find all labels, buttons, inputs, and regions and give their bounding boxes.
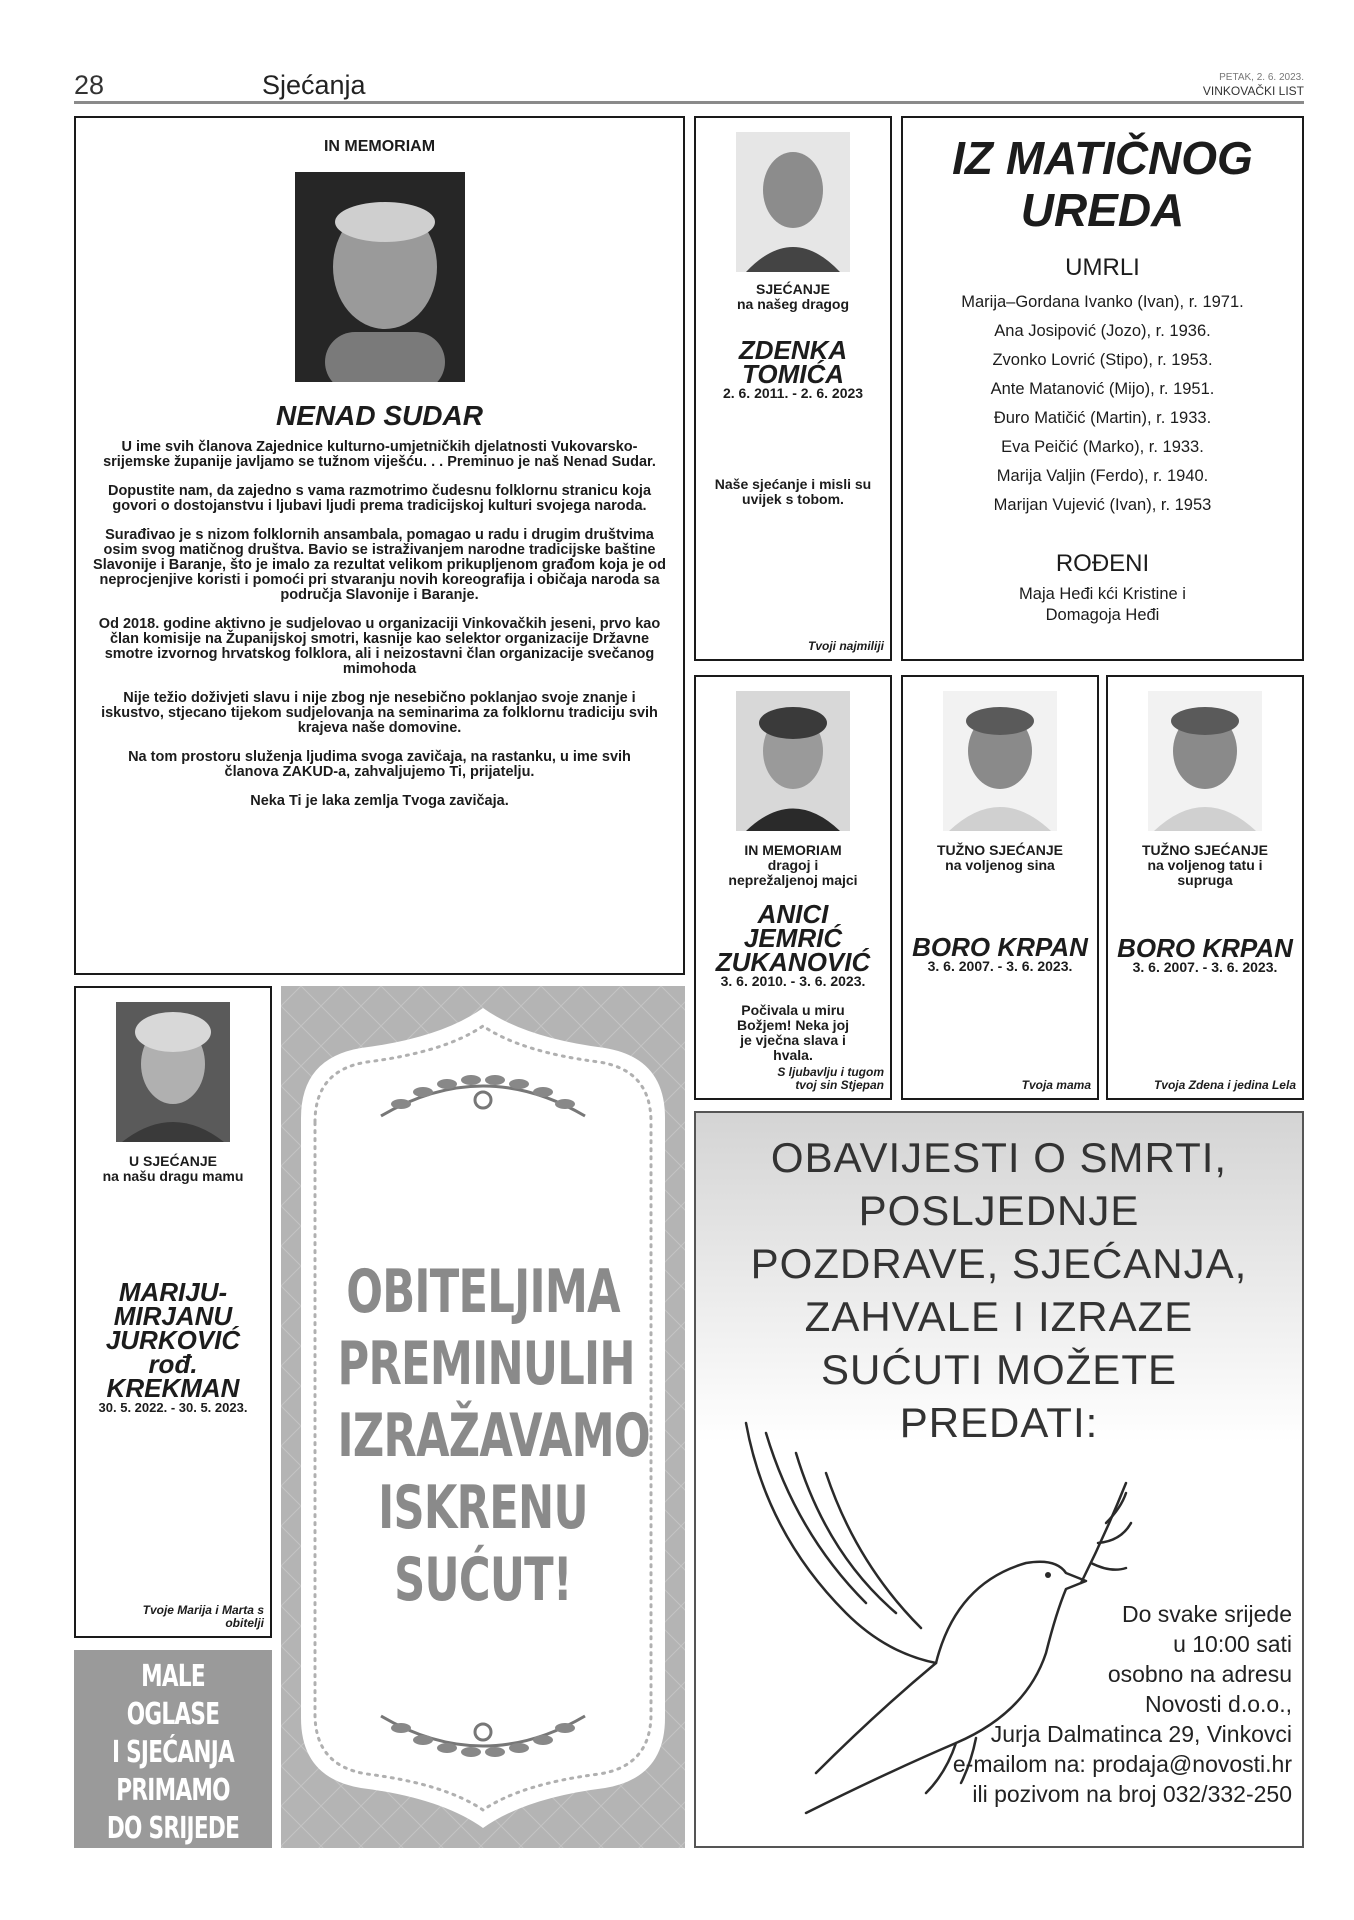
memorial-text [76, 432, 683, 809]
condolence-message [281, 1256, 685, 1616]
memorial-heading: IN MEMORIAM [323, 138, 436, 155]
issue-date: PETAK, 2. 6. 2023. [1219, 72, 1304, 83]
condolence-line: PREMINULIH [337, 1329, 635, 1399]
paper-name: VINKOVAČKI LIST [1202, 84, 1304, 98]
memorial-dates: 3. 6. 2007. - 3. 6. 2023. [927, 958, 1073, 974]
notice-headline: OBAVIJESTI O SMRTI, POSLJEDNJE POZDRAVE, SJEĆANJA, ZAHVALE I IZRAZE SUĆUTI MOŽETE PREDATI: [750, 1134, 1248, 1446]
deceased-name: ZDENKA TOMIĆA [738, 335, 848, 389]
detail-line: osobno na adresu [1107, 1661, 1292, 1687]
condolence-line: SUĆUT! [394, 1545, 572, 1615]
page-number: 28 [74, 70, 105, 100]
list-item: Eva Peičić (Marko), r. 1933. [1001, 438, 1204, 456]
memorial-dates: 3. 6. 2007. - 3. 6. 2023. [1132, 959, 1278, 975]
memorial-paragraph: U ime svih članova Zajednice kulturno-umjetničkih djelatnosti Vukovarsko-srijemske županije javljamo se tužnom viješću. . . Preminuo je naš Nenad Sudar. [103, 439, 656, 470]
deceased-name: ANICI JEMRIĆ ZUKANOVIĆ [715, 899, 871, 977]
memorial-subheading: na našu dragu mamu [102, 1168, 244, 1184]
submission-details [953, 1599, 1292, 1809]
memorial-signature: Tvoja mama [1021, 1078, 1091, 1092]
portrait-photo [736, 691, 850, 831]
memorial-zdenko-tomic [694, 116, 892, 661]
memorial-dates: 3. 6. 2010. - 3. 6. 2023. [720, 973, 866, 989]
ad-line: U 10 SATI [118, 1849, 228, 1884]
memorial-heading: IN MEMORIAM [744, 842, 842, 858]
list-item: Marija–Gordana Ivanko (Ivan), r. 1971. [961, 293, 1244, 311]
section-title: Sjećanja [262, 70, 366, 100]
memorial-paragraph: Na tom prostoru služenja ljudima svoga zavičaja, na rastanku, u ime svih članova ZAKUD-a, zahvaljujemo Ti, prijatelju. [128, 749, 631, 780]
memorial-nenad-sudar [74, 116, 685, 975]
detail-line: Novosti d.o.o., [1144, 1691, 1292, 1717]
list-item: Zvonko Lovrić (Stipo), r. 1953. [992, 351, 1213, 369]
registry-title: IZ MATIČNOG UREDA [952, 132, 1253, 236]
deaths-heading: UMRLI [1065, 254, 1140, 281]
memorial-dates: 30. 5. 2022. - 30. 5. 2023. [98, 1400, 248, 1415]
portrait-photo [116, 1002, 230, 1142]
memorial-signature: S ljubavlju i tugom tvoj sin Stjepan [777, 1065, 884, 1092]
memorial-signature: Tvoji najmiliji [807, 639, 884, 653]
memorial-text: Naše sjećanje i misli su uvijek s tobom. [714, 476, 872, 507]
deceased-name: BORO KRPAN [912, 932, 1088, 962]
deceased-name: BORO KRPAN [1117, 933, 1293, 963]
portrait-photo [943, 691, 1057, 831]
memorial-heading: TUŽNO SJEĆANJE [1141, 842, 1269, 858]
births-text: Maja Heđi kći Kristine i Domagoja Heđi [1019, 585, 1186, 624]
registry-office-box [901, 116, 1304, 661]
memorial-text: Počivala u miru Božjem! Neka joj je vječna slava i hvala. [736, 1002, 850, 1063]
memorial-subheading: na našeg dragog [736, 296, 850, 312]
classifieds-ad [74, 1650, 272, 1884]
memorial-heading: SJEĆANJE [756, 281, 830, 297]
list-item: Marijan Vujević (Ivan), r. 1953 [993, 496, 1212, 514]
submission-notice [694, 1111, 1304, 1848]
ad-line: I SJEĆANJA [111, 1735, 235, 1770]
births-heading: ROĐENI [1055, 550, 1150, 577]
memorial-dates: 2. 6. 2011. - 2. 6. 2023 [722, 385, 864, 401]
memorial-signature: Tvoje Marija i Marta s obitelji [142, 1603, 264, 1630]
memorial-boro-krpan-husband [1106, 675, 1304, 1100]
memorial-heading: U SJEĆANJE [129, 1153, 217, 1169]
memorial-subheading: dragoj i neprežaljenoj majci [728, 857, 858, 888]
portrait-photo [1148, 691, 1262, 831]
deaths-list [903, 288, 1302, 520]
memorial-boro-krpan-son [901, 675, 1099, 1100]
list-item: Đuro Matičić (Martin), r. 1933. [993, 409, 1212, 427]
memorial-paragraph: Nije težio doživjeti slavu i nije zbog nje nesebično poklanjao svoje znanje i iskustvo, stjecano tijekom sudjelovanja na seminarima za folklornu tradiciju svih krajeva naše domovine. [101, 690, 658, 736]
detail-line: u 10:00 sati [1173, 1631, 1292, 1657]
condolence-line: OBITELJIMA [346, 1257, 620, 1327]
memorial-heading: TUŽNO SJEĆANJE [936, 842, 1064, 858]
list-item: Ante Matanović (Mijo), r. 1951. [990, 380, 1215, 398]
memorial-subheading: na voljenog tatu i supruga [1147, 857, 1263, 888]
laurel-icon [361, 1686, 605, 1776]
memorial-paragraph: Dopustite nam, da zajedno s vama razmotrimo čudesnu folklornu stranicu koja govori o dostojanstvu i ljubavi ljudi prema tradicijskoj kulturi svojega naroda. [107, 483, 652, 514]
portrait-photo [736, 132, 850, 272]
deceased-name: NENAD SUDAR [276, 400, 483, 431]
memorial-signature: Tvoja Zdena i jedina Lela [1153, 1078, 1296, 1092]
ad-line: DO SRIJEDE [106, 1811, 240, 1846]
condolence-line: ISKRENU [378, 1473, 588, 1543]
ad-line: PRIMAMO [116, 1773, 230, 1808]
detail-line: Jurja Dalmatinca 29, Vinkovci [990, 1721, 1292, 1747]
email-line[interactable]: e-mailom na: prodaja@novosti.hr [952, 1751, 1292, 1777]
laurel-icon [361, 1046, 605, 1136]
phone-line[interactable]: ili pozivom na broj 032/332-250 [972, 1781, 1292, 1807]
list-item: Marija Valjin (Ferdo), r. 1940. [996, 467, 1209, 485]
portrait-photo [295, 172, 465, 382]
memorial-subheading: na voljenog sina [945, 857, 1055, 873]
memorial-paragraph: Neka Ti je laka zemlja Tvoga zavičaja. [250, 793, 509, 809]
condolence-line: IZRAŽAVAMO [337, 1401, 650, 1471]
memorial-paragraph: Od 2018. godine aktivno je sudjelovao u organizaciji Vinkovačkih jeseni, prvo kao član komisije na Županijskoj smotri, kasnije kao selektor organizacije Državne smotre izvornog hrvatskog folklora, ali i neizostavni član organizacije svečanog mimohoda [98, 616, 661, 677]
ad-line: MALE OGLASE [126, 1659, 220, 1732]
memorial-marija-jurkovic [74, 986, 272, 1638]
deceased-name: MARIJU-MIRJANU JURKOVIĆ rođ. KREKMAN [105, 1277, 241, 1403]
detail-line: Do svake srijede [1121, 1601, 1292, 1627]
memorial-paragraph: Surađivao je s nizom folklornih ansambala, pomagao u radu i drugim društvima osim svog matičnog društva. Bavio se istraživanjem narodne tradicijske baštine Slavonije i Baranje, što je imalo za rezultat velikom prikupljenom građom koja je od neprocjenjive koristi i pomoći pri stvaranju novih koreografija i običaja naroda sa područja Slavonije i Baranje. [93, 527, 666, 603]
list-item: Ana Josipović (Jozo), r. 1936. [994, 322, 1211, 340]
memorial-anica-jemric [694, 675, 892, 1100]
condolence-panel [281, 986, 685, 1848]
page-header [74, 70, 1304, 104]
